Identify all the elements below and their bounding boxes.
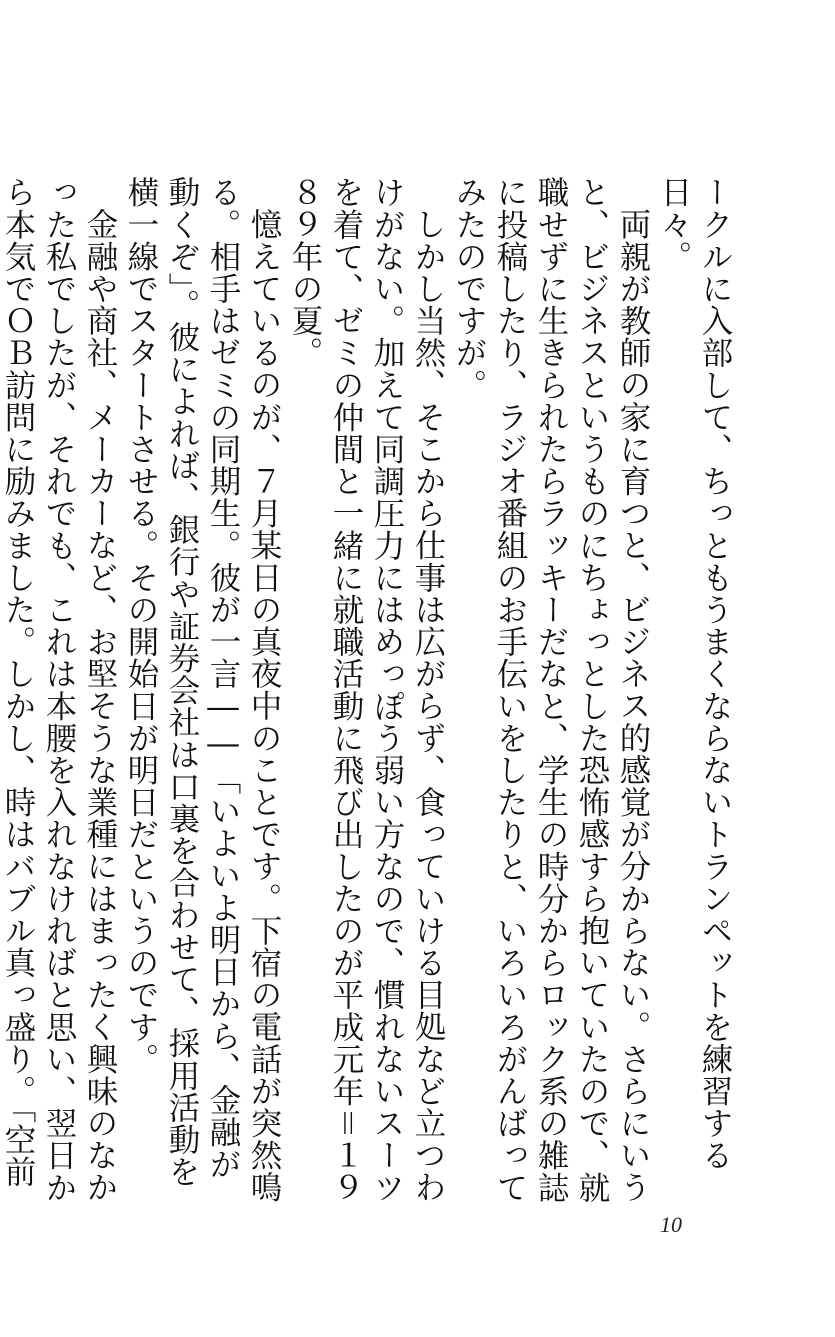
paragraph-1: ークルに入部して、ちっともうまくならないトランペットを練習する日々。 xyxy=(656,176,733,1172)
paragraph-5: 金融や商社、メーカーなど、お堅そうな業種にはまったく興味のなかった私でしたが、それでも、これは本腰を入れなければと思い、翌日から本気でＯＢ訪問に励みました。しかし、時はバブル真っ盛り。「空前 xyxy=(0,176,118,1204)
paragraph-4: 憶えているのが、７月某日の真夜中のことです。下宿の電話が突然鳴る。相手はゼミの同期生。彼が一言――「いよいよ明日から、金融が動くぞ」。彼によれば、銀行や証券会社は口裏を合わせて、採用活動を横一線でスタートさせる。その開始日が明日だというのです。 xyxy=(123,176,282,1203)
paragraph-2: 両親が教師の家に育つと、ビジネス的感覚が分からない。さらにいうと、ビジネスというものにちょっとした恐怖感すら抱いていたので、就職せずに生きられたらラッキーだなと、学生の時分からロック系の雑誌に投稿したり、ラジオ番組のお手伝いをしたりと、いろいろがんばってみたのですが。 xyxy=(451,176,651,1204)
paragraph-3: しかし当然、そこから仕事は広がらず、食っていける目処など立つわけがない。加えて同調圧力にはめっぽう弱い方なので、慣れないスーツを着て、ゼミの仲間と一緒に就職活動に飛び出したのが平成元年＝１９８９年の夏。 xyxy=(287,176,446,1204)
page-number: 10 xyxy=(660,1212,682,1237)
vertical-body-text xyxy=(0,176,735,1211)
